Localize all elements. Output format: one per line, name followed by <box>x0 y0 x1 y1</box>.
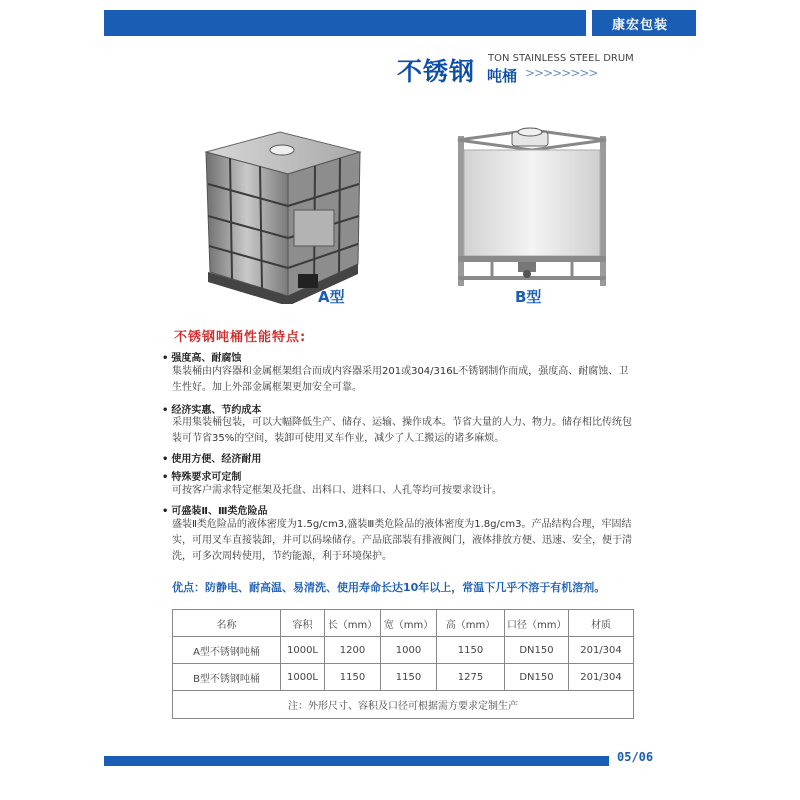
top-banner <box>104 10 696 36</box>
page-title: 不锈钢 <box>397 57 476 86</box>
page-number: 05/06 <box>617 750 654 764</box>
product-photo-b <box>452 126 612 296</box>
table-cell: 1000L <box>281 664 325 691</box>
page-title-suffix: 吨桶 <box>487 67 518 85</box>
table-header-cell: 材质 <box>569 610 634 637</box>
table-cell: B型不锈钢吨桶 <box>173 664 281 691</box>
table-row <box>173 637 634 664</box>
table-cell: 201/304 <box>569 664 634 691</box>
feature-text-1: 集装桶由内容器和金属框架组合而成内容器采用201或304/316L不锈钢制作而成，强度高、耐腐蚀、卫生性好。加上外部金属框架更加安全可靠。 <box>172 366 629 393</box>
feature-text-5: 盛装Ⅱ类危险品的液体密度为1.5g/cm3,盛装Ⅲ类危险品的液体密度为1.8g/cm3。产品结构合理，牢固结实，可用叉车直接装卸，并可以码垛储存。产品底部装有排液阀门，液体排放方便、迅速、安全，便于清洗，可多次周转使用，节约能源，利于环境保护。 <box>172 519 632 562</box>
advantages-line: 优点：防静电、耐高温、易清洗、使用寿命长达10年以上，常温下几乎不溶于有机溶剂。 <box>172 581 606 594</box>
features-heading: 不锈钢吨桶性能特点: <box>174 330 307 345</box>
table-note-row <box>173 691 634 719</box>
table-row <box>173 664 634 691</box>
feature-heading-1: • 强度高、耐腐蚀 <box>162 349 241 364</box>
table-cell: A型不锈钢吨桶 <box>173 637 281 664</box>
table-cell: DN150 <box>505 637 569 664</box>
table-cell: 1275 <box>437 664 505 691</box>
feature-heading-4: • 特殊要求可定制 <box>162 468 241 483</box>
feature-text-2: 采用集装桶包装，可以大幅降低生产、储存、运输、操作成本。节省大量的人力、物力。储存相比传统包装可节省35%的空间，装卸可使用叉车作业，减少了人工搬运的诸多麻烦。 <box>172 417 632 444</box>
table-cell: 1000L <box>281 637 325 664</box>
feature-text-4: 可按客户需求特定框架及托盘、出料口、进料口、人孔等均可按要求设计。 <box>172 485 502 496</box>
table-cell: 1150 <box>381 664 437 691</box>
banner-divider <box>586 10 592 36</box>
table-header-row <box>173 610 634 637</box>
page-title-english: TON STAINLESS STEEL DRUM <box>488 53 634 64</box>
title-arrows-decoration: >>>>>>>> <box>525 66 598 80</box>
product-photo-a <box>190 124 370 304</box>
product-label-b: B型 <box>515 288 542 306</box>
table-cell: 1200 <box>325 637 381 664</box>
bottom-banner <box>104 756 609 766</box>
table-header-cell: 口径（mm） <box>505 610 569 637</box>
table-header-cell: 容积 <box>281 610 325 637</box>
table-header-cell: 宽（mm） <box>381 610 437 637</box>
table-cell: DN150 <box>505 664 569 691</box>
product-label-a: A型 <box>318 288 345 306</box>
table-cell: 1000 <box>381 637 437 664</box>
table-cell: 1150 <box>437 637 505 664</box>
table-header-cell: 高（mm） <box>437 610 505 637</box>
feature-heading-5: • 可盛装Ⅱ、Ⅲ类危险品 <box>162 502 267 517</box>
table-header-cell: 长（mm） <box>325 610 381 637</box>
feature-heading-3: • 使用方便、经济耐用 <box>162 450 261 465</box>
table-note: 注：外形尺寸、容积及口径可根据需方要求定制生产 <box>173 691 634 719</box>
table-cell: 1150 <box>325 664 381 691</box>
feature-heading-2: • 经济实惠、节约成本 <box>162 401 261 416</box>
spec-table <box>172 609 634 719</box>
table-header-cell: 名称 <box>173 610 281 637</box>
brand-name: 康宏包装 <box>612 18 669 33</box>
table-cell: 201/304 <box>569 637 634 664</box>
